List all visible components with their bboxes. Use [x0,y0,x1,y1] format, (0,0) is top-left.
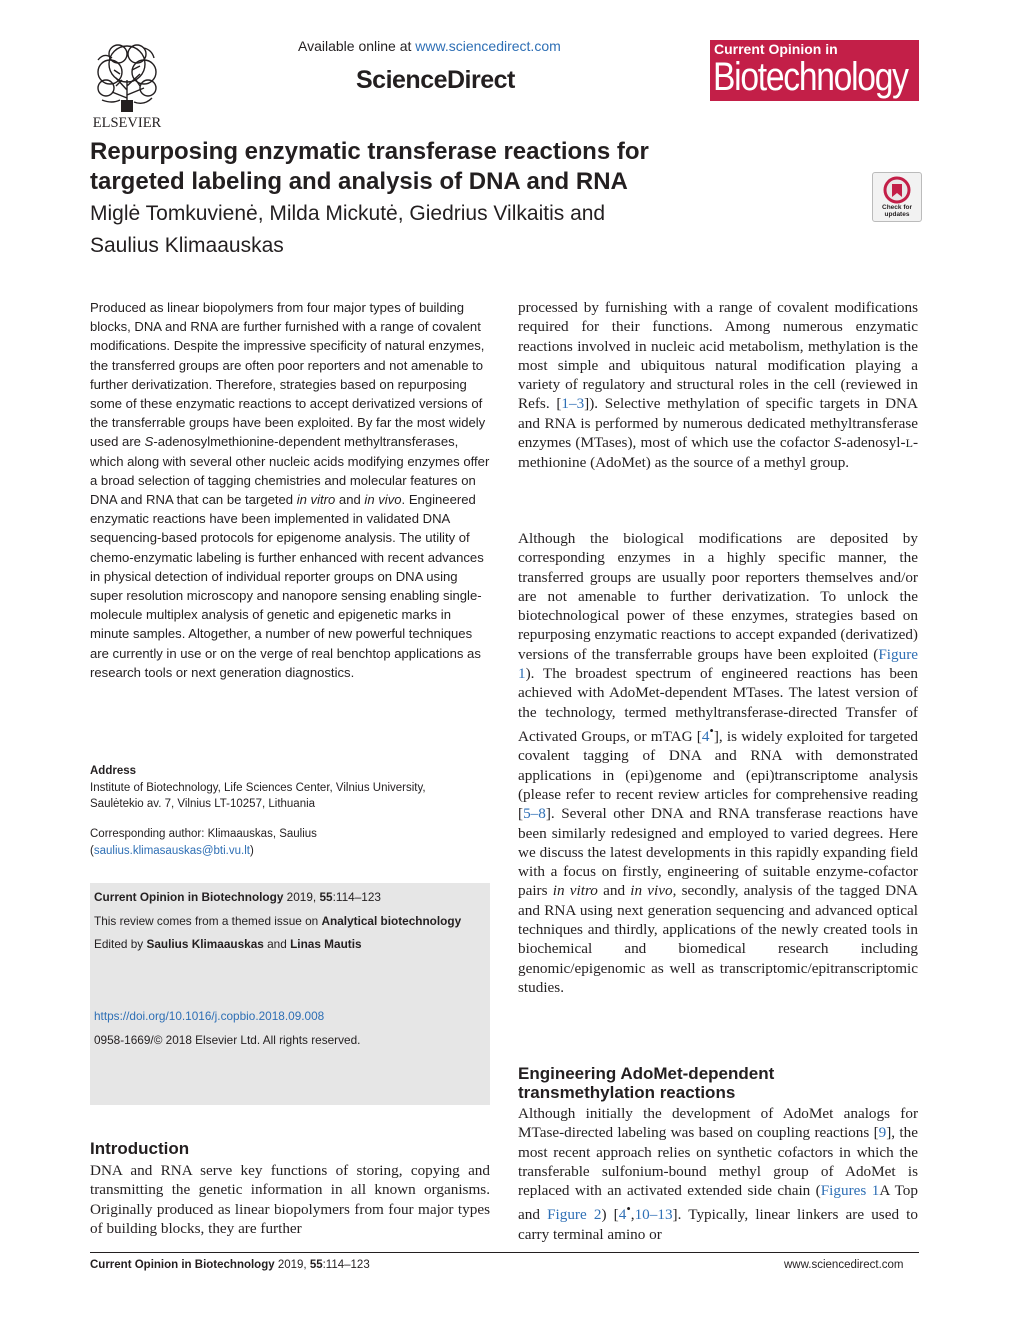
authors-line-2: Saulius Klimaauskas [90,234,284,257]
article-title [90,137,770,197]
infobox-themed-issue: This review comes from a themed issue on Analytical biotechnology [94,914,462,928]
journal-badge-line2: Biotechnology [713,55,908,99]
footer-citation: Current Opinion in Biotechnology 2019, 55:114–123 [90,1259,370,1271]
section-heading: Engineering AdoMet-dependent transmethylation reactions [518,1064,775,1102]
corresponding-author-name: Corresponding author: Klimaauskas, Saulius [90,828,317,840]
ref-bullet: • [709,723,714,738]
title-line-2: targeted labeling and analysis of DNA and RNA [90,168,628,195]
ref-link-1-3[interactable]: 1–3 [561,395,585,413]
copyright-line: 0958-1669/© 2018 Elsevier Ltd. All rights reserved. [94,1033,361,1047]
address-line-2: Saulėtekio av. 7, Vilnius LT-10257, Lithuania [90,798,316,810]
ref-link-10-13[interactable]: 10–13 [634,1206,673,1224]
ref-link-4b[interactable]: 4 [618,1206,627,1224]
journal-badge-line1: Current Opinion in [714,41,838,57]
figures-1-link[interactable]: Figures 1 [820,1182,880,1200]
article-authors [90,198,770,262]
sciencedirect-title: ScienceDirect [356,66,515,94]
body-paragraph-2: Although the biological modifications are deposited by corresponding enzymes in a highly specific manner, the transferred groups are usually poor reporters themselves and/or are not amenable to further derivatization. To unlock the biotechnological power of these enzymes, strategies based on repurposing enzymatic reactions to accept expanded (derivatized) versions of the transferrable groups have been exploited (Figure 1). The broadest spectrum of engineered reactions has been achieved with AdoMet-dependent MTases. The latest version of the technology, termed methyltransferase-directed Transfer of Activated Groups, or mTAG [4•], is widely exploited for targeted covalent tagging of DNA and RNA with demonstrated applications in (epi)genome and (epi)transcriptome analysis (please refer to recent review articles for comprehensive reading [5–8]. Several other DNA and RNA transferase reactions have been similarly redesigned and employed to varied degrees. Here we discuss the latest developments in this rapidly expanding field with a focus on firstly, engineering of suitable enzyme-cofactor pairs in vitro and in vivo, secondly, analysis of the tagged DNA and RNA using next generation sequencing and advanced optical techniques and thirdly, applications of the newly created tools in biochemical and biomedical research including genomic/epigenomic as well as transcriptomic/epitranscriptomic studies. [518,530,918,996]
introduction-heading: Introduction [90,1139,190,1158]
article-info-box [90,883,490,1105]
body-paragraph-1: processed by furnishing with a range of covalent modifications required for their functions. Among numerous enzymatic reactions involved in nucleic acid metabolism, methylation is the most simple and ubiquitous natural modification playing a variety of regulatory and structural roles in the cell (reviewed in Refs. [1–3]). Selective methylation of specific targets in DNA and RNA is performed by numerous dedicated methyltransferase enzymes (MTases), most of which use the cofactor S-adenosyl-L-methionine (AdoMet) as the source of a methyl group. [518,299,918,472]
figure-2-link[interactable]: Figure 2 [547,1206,602,1224]
address-line-1: Institute of Biotechnology, Life Sciences Center, Vilnius University, [90,781,426,794]
figure-1-link[interactable]: Figure 1 [518,645,918,683]
footer-site: www.sciencedirect.com [784,1259,904,1271]
title-line-1: Repurposing enzymatic transferase reactions for [90,138,649,165]
corresponding-email-link[interactable]: saulius.klimasauskas@bti.vu.lt [93,844,250,857]
journal-badge [710,40,919,101]
address-block [90,763,490,813]
infobox-citation: Current Opinion in Biotechnology 2019, 55:114–123 [94,890,381,904]
sciencedirect-link[interactable]: www.sciencedirect.com [415,38,561,54]
doi-link[interactable]: https://doi.org/10.1016/j.copbio.2018.09.008 [94,1009,325,1023]
ref-link-4[interactable]: 4 [701,728,710,746]
abstract-text: Produced as linear biopolymers from four major types of building blocks, DNA and RNA are further furnished with a range of covalent modifications. Despite the impressive specificity of natural enzymes, the transferred groups are often poor reporters and not amenable to further derivatization. Therefore, strategies based on repurposing some of these enzymatic reactions to accept derivatized versions of the transferrable groups have been exploited. By far the most widely used are S-adenosylmethionine-dependent methyltransferases, which along with several other nucleic acids modifying enzymes offer a broad selection of tagging chemistries and molecular features on DNA and RNA that can be targeted in vitro and in vivo. Engineered enzymatic reactions have been implemented in validated DNA sequencing-based protocols for epigenome analysis. The utility of chemo-enzymatic labeling is further enhanced with recent advances in physical detection of individual reporter groups on DNA using super resolution microscopy and nanopore sensing enabling single-molecule multiplex analysis of genetic and epigenetic marks in minute samples. Altogether, a number of new powerful techniques are currently in use or on the verge of real benchtop applications as research tools or next generation diagnostics. [90,300,490,680]
check-updates-line1: Check for [882,204,912,211]
introduction-text: DNA and RNA serve key functions of storing, copying and transmitting the genetic information in all known organisms. Originally produced as linear biopolymers from four major types of building blocks, they are further [90,1162,490,1237]
ref-link-9[interactable]: 9 [878,1124,887,1142]
check-updates-line2: updates [884,211,910,218]
body-paragraph-3: Although initially the development of AdoMet analogs for MTase-directed labeling was based on coupling reactions [9], the most recent approach relies on synthetic cofactors in which the transferable sulfonium-bound methyl group of AdoMet is replaced with an activated extended side chain (Figures 1A Top and Figure 2) [4•,10–13]. Typically, linear linkers are used to carry terminal amino or [518,1105,918,1243]
check-for-updates-button[interactable] [872,172,922,222]
authors-line-1: Miglė Tomkuvienė, Milda Mickutė, Giedrius Vilkaitis and [90,202,606,225]
check-updates-icon [873,173,921,221]
publisher-label: ELSEVIER [92,115,162,130]
footer-divider [90,1252,919,1253]
infobox-editors: Edited by Saulius Klimaauskas and Linas Mautis [94,937,362,951]
elsevier-logo [88,40,166,130]
available-prefix: Available online at [298,38,416,54]
elsevier-tree-icon [88,40,166,130]
address-heading: Address [90,765,137,777]
availability-line [298,38,561,54]
corresponding-author: Corresponding author: Klimaauskas, Saulius (saulius.klimasauskas@bti.vu.lt) [90,826,490,859]
ref-link-5-8[interactable]: 5–8 [523,805,546,823]
